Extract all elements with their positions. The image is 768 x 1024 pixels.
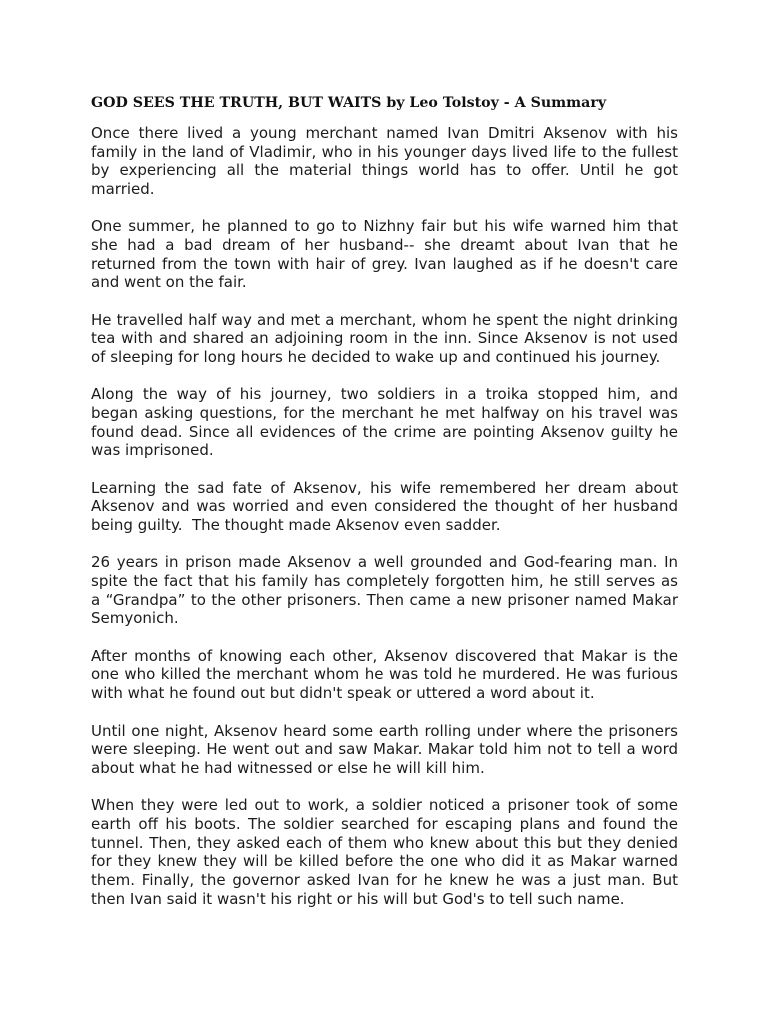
text-line: Aksenov and was worried and even considered the thought of her husband <box>91 497 678 516</box>
text-line: Along the way of his journey, two soldiers in a troika stopped him, and <box>91 385 678 404</box>
text-line: family in the land of Vladimir, who in his younger days lived life to the fullest <box>91 142 678 161</box>
text-line: with what he found out but didn't speak or uttered a word about it. <box>91 684 595 703</box>
paragraph <box>91 479 678 535</box>
text-line: then Ivan said it wasn't his right or his will but God's to tell such name. <box>91 889 625 908</box>
paragraph <box>91 647 678 703</box>
text-line: Until one night, Aksenov heard some earth rolling under where the prisoners <box>91 721 678 740</box>
text-line: 26 years in prison made Aksenov a well grounded and God-fearing man. In <box>91 553 678 572</box>
document-body <box>91 124 678 927</box>
text-line: for they knew they will be killed before the one who did it as Makar warned <box>91 852 678 871</box>
text-line: He travelled half way and met a merchant, whom he spent the night drinking <box>91 310 678 329</box>
text-line: One summer, he planned to go to Nizhny fair but his wife warned him that <box>91 217 678 236</box>
text-line: Learning the sad fate of Aksenov, his wife remembered her dream about <box>91 478 678 497</box>
text-line: them. Finally, the governor asked Ivan for he knew he was a just man. But <box>91 870 678 889</box>
text-line: was imprisoned. <box>91 441 214 460</box>
text-line: began asking questions, for the merchant he met halfway on his travel was <box>91 404 678 423</box>
paragraph <box>91 385 678 460</box>
paragraph <box>91 124 678 199</box>
text-line: about what he had witnessed or else he will kill him. <box>91 758 485 777</box>
text-line: being guilty. The thought made Aksenov even sadder. <box>91 516 501 535</box>
text-line: one who killed the merchant whom he was told he murdered. He was furious <box>91 665 678 684</box>
paragraph <box>91 311 678 367</box>
paragraph <box>91 217 678 292</box>
text-line: returned from the town with hair of grey. Ivan laughed as if he doesn't care <box>91 254 678 273</box>
text-line: After months of knowing each other, Aksenov discovered that Makar is the <box>91 646 678 665</box>
text-line: of sleeping for long hours he decided to wake up and continued his journey. <box>91 348 661 367</box>
paragraph <box>91 796 678 908</box>
paragraph <box>91 553 678 628</box>
text-line: and went on the fair. <box>91 273 247 292</box>
text-line: earth off his boots. The soldier searched for escaping plans and found the <box>91 814 678 833</box>
document-title: GOD SEES THE TRUTH, BUT WAITS by Leo Tolstoy - A Summary <box>91 95 607 111</box>
text-line: she had a bad dream of her husband-- she dreamt about Ivan that he <box>91 236 678 255</box>
paragraph <box>91 722 678 778</box>
text-line: married. <box>91 180 155 199</box>
text-line: found dead. Since all evidences of the crime are pointing Aksenov guilty he <box>91 422 678 441</box>
text-line: When they were led out to work, a soldier noticed a prisoner took of some <box>91 796 678 815</box>
text-line: spite the fact that his family has completely forgotten him, he still serves as <box>91 572 678 591</box>
text-line: by experiencing all the material things world has to offer. Until he got <box>91 161 678 180</box>
text-line: were sleeping. He went out and saw Makar. Makar told him not to tell a word <box>91 740 678 759</box>
text-line: Once there lived a young merchant named Ivan Dmitri Aksenov with his <box>91 124 678 142</box>
text-line: tea with and shared an adjoining room in the inn. Since Aksenov is not used <box>91 329 678 348</box>
text-line: tunnel. Then, they asked each of them who knew about this but they denied <box>91 833 678 852</box>
text-line: a “Grandpa” to the other prisoners. Then came a new prisoner named Makar <box>91 590 678 609</box>
text-line: Semyonich. <box>91 609 179 628</box>
